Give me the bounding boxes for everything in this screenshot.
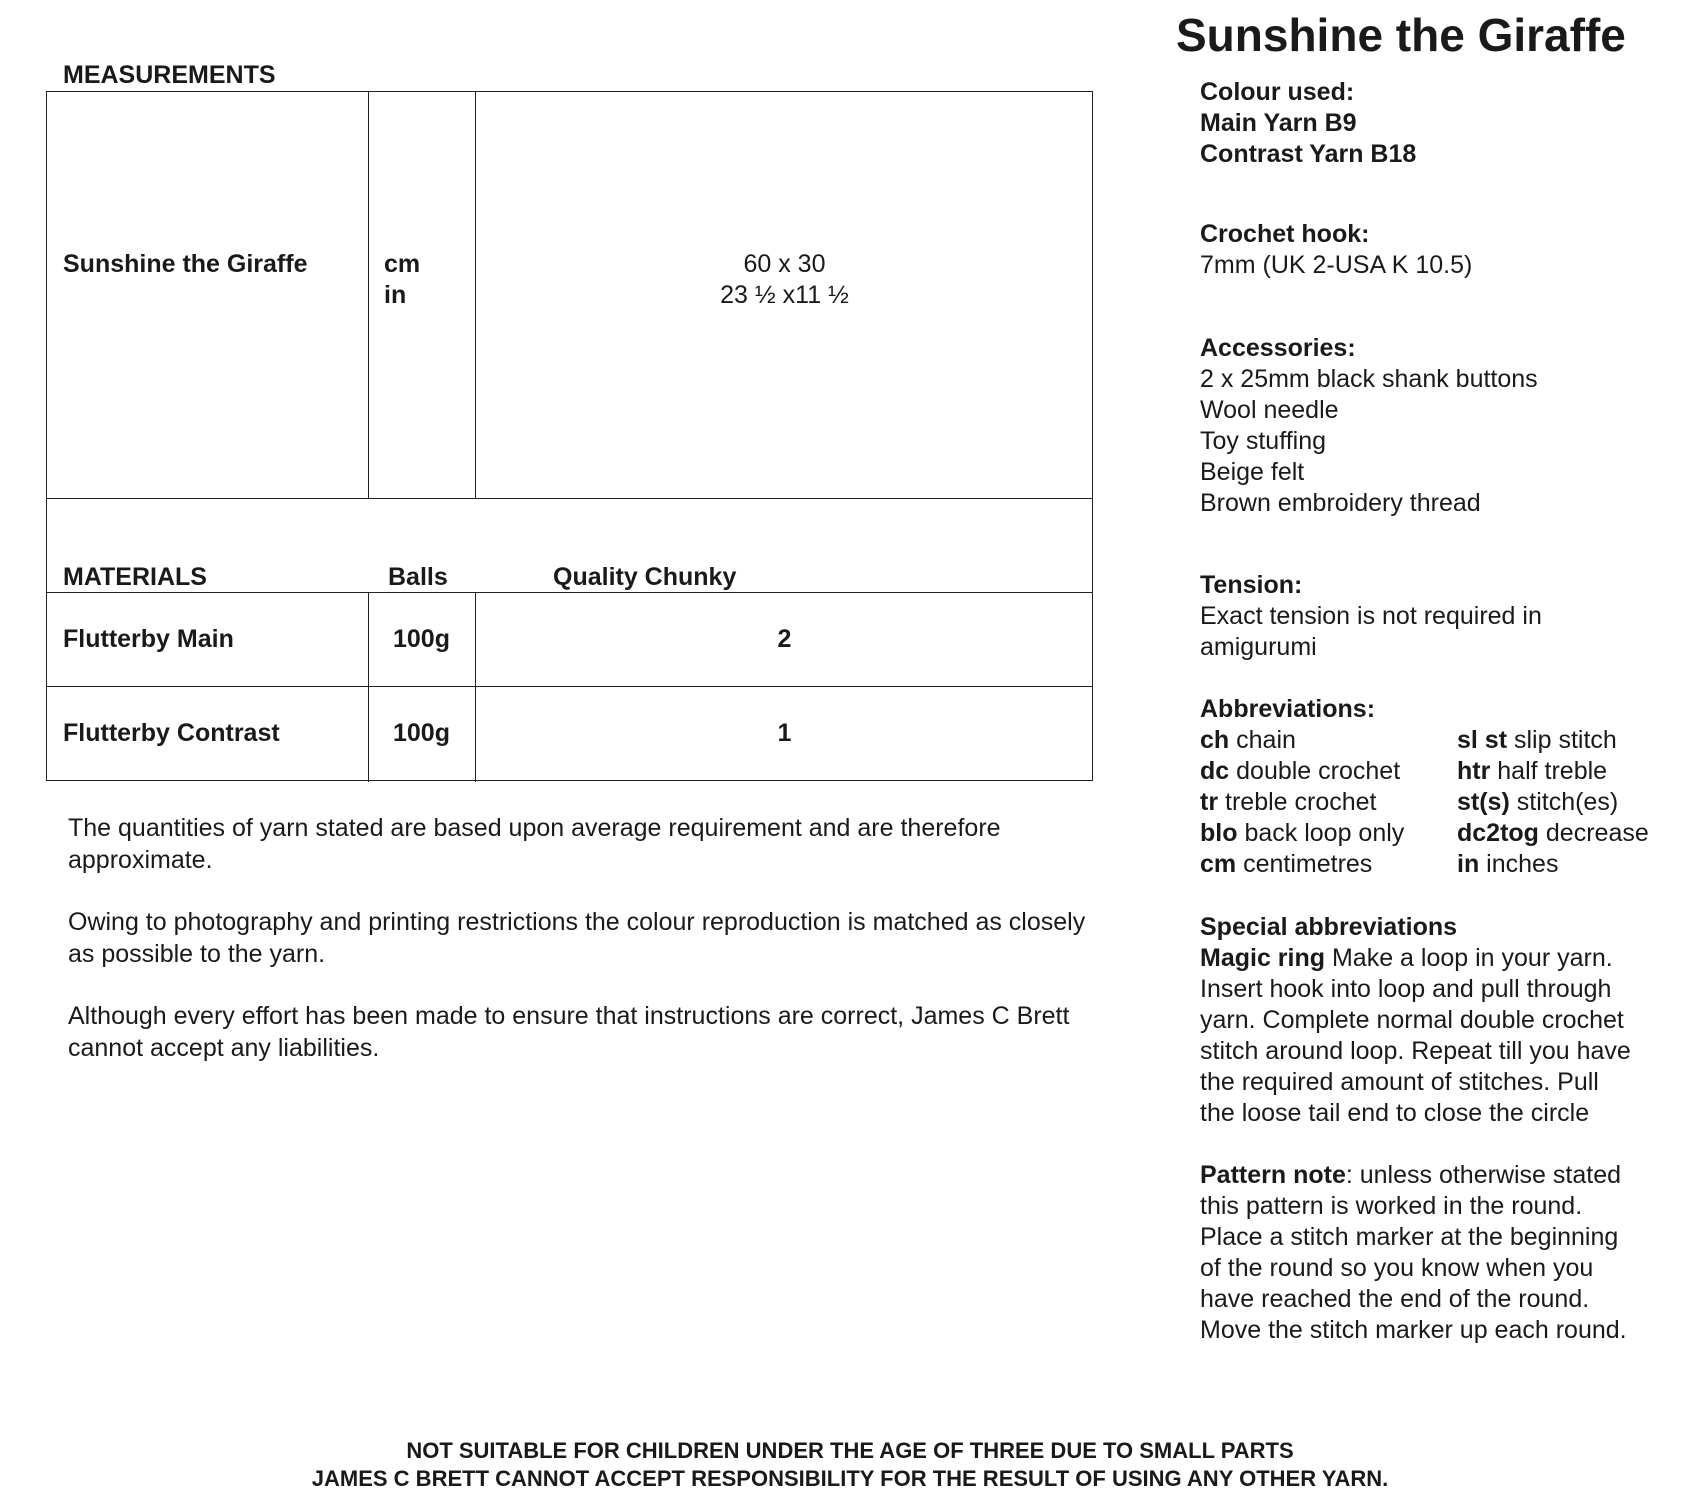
accessories-section xyxy=(1200,333,1538,519)
abbreviation-meaning: slip stitch xyxy=(1513,726,1617,754)
material-name: Flutterby Contrast xyxy=(63,719,280,747)
measurements-heading: MEASUREMENTS xyxy=(63,61,276,89)
tension-line: Exact tension is not required in xyxy=(1200,602,1542,630)
accessories-label: Accessories: xyxy=(1200,334,1356,362)
pattern-note-line: Place a stitch marker at the beginning xyxy=(1200,1223,1619,1251)
pattern-note-first-line xyxy=(1200,1160,1627,1191)
hook-label: Crochet hook: xyxy=(1200,220,1370,248)
measurements-materials-table xyxy=(46,91,1093,781)
colour-line: Main Yarn B9 xyxy=(1200,109,1357,137)
pattern-note-line: this pattern is worked in the round. xyxy=(1200,1192,1583,1220)
accessory-item: Beige felt xyxy=(1200,458,1305,486)
abbreviation-meaning: treble crochet xyxy=(1225,788,1377,816)
colour-label: Colour used: xyxy=(1200,78,1355,106)
material-count: 2 xyxy=(777,625,792,653)
hook-value: 7mm (UK 2-USA K 10.5) xyxy=(1200,251,1473,279)
abbreviation-term: blo xyxy=(1200,819,1238,847)
abbreviation-term: dc2tog xyxy=(1457,819,1539,847)
table-divider xyxy=(475,592,476,782)
special-first-line xyxy=(1200,943,1631,974)
abbreviation-meaning: centimetres xyxy=(1243,850,1373,878)
special-line: stitch around loop. Repeat till you have xyxy=(1200,1037,1631,1065)
colour-section xyxy=(1200,77,1416,170)
abbreviation-meaning: half treble xyxy=(1497,757,1608,785)
table-divider xyxy=(368,592,369,782)
abbreviation-entry xyxy=(1200,725,1296,756)
abbreviations-label: Abbreviations: xyxy=(1200,695,1376,723)
accessory-item: Brown embroidery thread xyxy=(1200,489,1481,517)
abbreviation-entry xyxy=(1457,725,1617,756)
abbreviation-term: sl st xyxy=(1457,726,1508,754)
special-line: the loose tail end to close the circle xyxy=(1200,1099,1590,1127)
special-abbreviations-section xyxy=(1200,912,1631,1129)
material-weight: 100g xyxy=(393,719,450,747)
special-line: Insert hook into loop and pull through xyxy=(1200,975,1612,1003)
abbreviation-term: in xyxy=(1457,850,1480,878)
material-count: 1 xyxy=(777,719,792,747)
pattern-note-line: have reached the end of the round. xyxy=(1200,1285,1590,1313)
footer-warning xyxy=(0,1437,1700,1493)
pattern-note-section xyxy=(1200,1160,1627,1346)
abbreviation-entry xyxy=(1200,818,1404,849)
measurement-item: Sunshine the Giraffe xyxy=(63,250,308,278)
tension-line: amigurumi xyxy=(1200,633,1317,661)
note-liability: Although every effort has been made to ensure that instructions are correct, James C Brett cannot accept any liabilities. xyxy=(68,1002,1070,1062)
special-line: yarn. Complete normal double crochet xyxy=(1200,1006,1624,1034)
balls-header: Balls xyxy=(388,563,448,591)
table-divider xyxy=(47,686,1092,687)
abbreviation-entry xyxy=(1457,849,1558,880)
abbreviation-meaning: decrease xyxy=(1545,819,1649,847)
materials-header: MATERIALS xyxy=(63,563,207,591)
note-colour: Owing to photography and printing restrictions the colour reproduction is matched as closely as possible to the yarn. xyxy=(68,908,1086,968)
abbreviation-entry xyxy=(1200,849,1372,880)
tension-section xyxy=(1200,570,1542,663)
accessory-item: Toy stuffing xyxy=(1200,427,1327,455)
unit-in: in xyxy=(384,281,407,309)
abbreviation-meaning: stitch(es) xyxy=(1516,788,1619,816)
accessory-item: 2 x 25mm black shank buttons xyxy=(1200,365,1538,393)
unit-cm: cm xyxy=(384,250,421,278)
abbreviation-entry xyxy=(1457,787,1618,818)
hook-section xyxy=(1200,219,1472,281)
note-quantities: The quantities of yarn stated are based upon average requirement and are therefore approximate. xyxy=(68,814,1001,874)
special-abbreviations-label: Special abbreviations xyxy=(1200,913,1458,941)
abbreviation-term: cm xyxy=(1200,850,1237,878)
footer-line: NOT SUITABLE FOR CHILDREN UNDER THE AGE OF THREE DUE TO SMALL PARTS xyxy=(406,1438,1294,1463)
abbreviation-meaning: inches xyxy=(1486,850,1559,878)
abbreviation-entry xyxy=(1457,756,1607,787)
abbreviation-term: st(s) xyxy=(1457,788,1510,816)
abbreviation-term: tr xyxy=(1200,788,1219,816)
pattern-note-line: Move the stitch marker up each round. xyxy=(1200,1316,1627,1344)
accessory-item: Wool needle xyxy=(1200,396,1339,424)
special-line: the required amount of stitches. Pull xyxy=(1200,1068,1599,1096)
abbreviation-entry xyxy=(1457,818,1649,849)
abbreviation-term: htr xyxy=(1457,757,1491,785)
abbreviation-term: dc xyxy=(1200,757,1230,785)
material-name: Flutterby Main xyxy=(63,625,234,653)
table-divider xyxy=(47,498,1092,499)
quality-header: Quality Chunky xyxy=(553,563,737,591)
pattern-note-label: Pattern note xyxy=(1200,1161,1346,1189)
footer-line: JAMES C BRETT CANNOT ACCEPT RESPONSIBILITY FOR THE RESULT OF USING ANY OTHER YARN. xyxy=(311,1466,1389,1491)
size-cm: 60 x 30 xyxy=(743,250,826,278)
colour-line: Contrast Yarn B18 xyxy=(1200,140,1417,168)
abbreviation-entry xyxy=(1200,756,1400,787)
abbreviation-entry xyxy=(1200,787,1376,818)
abbreviation-term: ch xyxy=(1200,726,1230,754)
special-term: Magic ring xyxy=(1200,944,1326,972)
size-in: 23 ½ x11 ½ xyxy=(720,281,849,309)
abbreviation-meaning: back loop only xyxy=(1244,819,1405,847)
pattern-title: Sunshine the Giraffe xyxy=(1176,9,1626,61)
abbreviation-meaning: double crochet xyxy=(1236,757,1401,785)
special-text: Make a loop in your yarn. xyxy=(1331,944,1613,972)
material-weight: 100g xyxy=(393,625,450,653)
pattern-note-line: of the round so you know when you xyxy=(1200,1254,1594,1282)
table-divider xyxy=(368,92,369,498)
abbreviation-meaning: chain xyxy=(1236,726,1296,754)
pattern-note-text: : unless otherwise stated xyxy=(1345,1161,1622,1189)
tension-label: Tension: xyxy=(1200,571,1303,599)
